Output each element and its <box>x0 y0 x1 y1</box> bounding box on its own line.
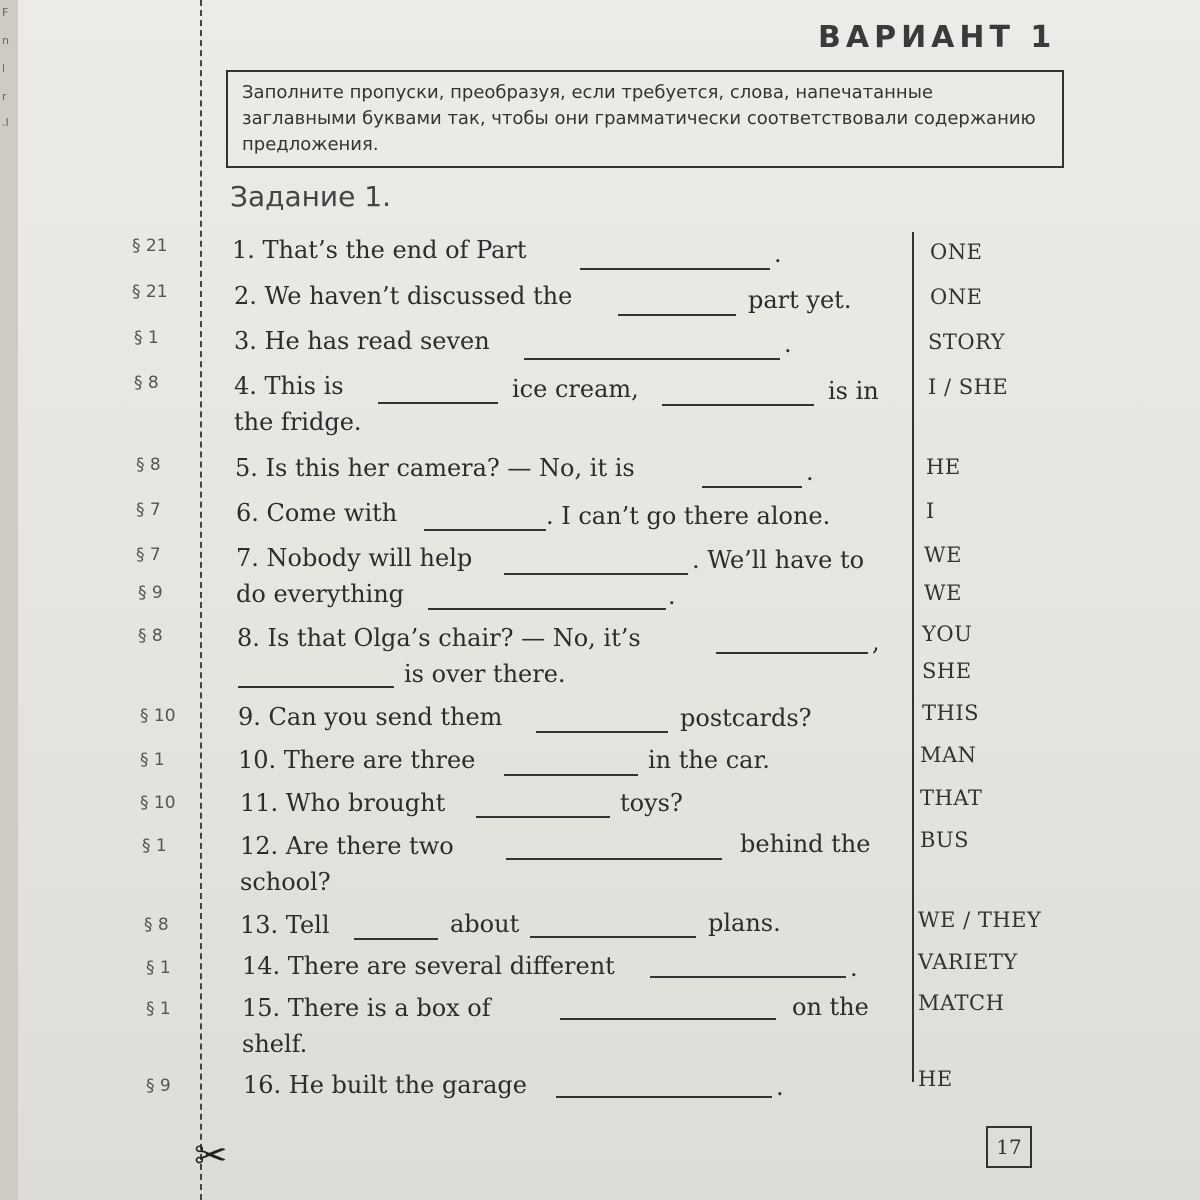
cut-line <box>200 0 202 1200</box>
paragraph-ref: § 8 <box>136 455 161 475</box>
item-14-text: 14. There are several different <box>242 952 615 980</box>
paragraph-ref: § 1 <box>134 328 159 348</box>
adjacent-page-edge: F n l r .I <box>0 0 18 1200</box>
item-6-blank[interactable] <box>424 529 546 531</box>
paragraph-ref: § 1 <box>146 958 171 978</box>
item-11-end: toys? <box>620 789 683 817</box>
item-4-blank-2[interactable] <box>662 404 814 406</box>
item-6-end: . I can’t go there alone. <box>546 502 831 530</box>
item-15-text: 15. There is a box of <box>242 994 491 1022</box>
item-7-mid: . We’ll have to <box>692 546 865 574</box>
item-4-blank-1[interactable] <box>378 402 498 404</box>
item-13-mid: about <box>450 910 520 938</box>
item-4-text: 4. This is <box>234 372 344 400</box>
scissors-icon: ✂ <box>194 1133 228 1179</box>
variant-title: ВАРИАНТ 1 <box>818 20 1057 55</box>
item-12-blank[interactable] <box>506 858 722 860</box>
column-divider <box>912 232 914 1082</box>
item-10-text: 10. There are three <box>238 746 476 774</box>
item-15-blank[interactable] <box>560 1018 776 1020</box>
source-word: YOU <box>922 622 973 646</box>
source-word: ONE <box>930 240 983 264</box>
source-word: WE <box>924 543 962 567</box>
paragraph-ref: § 9 <box>146 1076 171 1096</box>
source-word: HE <box>926 455 961 479</box>
item-15-line-2: shelf. <box>242 1030 308 1058</box>
item-8-comma: , <box>872 628 880 656</box>
item-16-blank[interactable] <box>556 1096 772 1098</box>
item-11-text: 11. Who brought <box>240 789 446 817</box>
item-2-end: part yet. <box>748 286 852 314</box>
item-1-end: . <box>774 240 782 268</box>
worksheet-page <box>18 0 1200 1200</box>
item-12-end: behind the <box>740 830 871 858</box>
source-word: THAT <box>920 786 983 810</box>
item-13-blank-2[interactable] <box>530 936 696 938</box>
item-2-text: 2. We haven’t discussed the <box>234 282 573 310</box>
item-7-end: . <box>668 582 676 610</box>
source-word: MATCH <box>918 991 1005 1015</box>
item-13-text: 13. Tell <box>240 911 330 939</box>
task-title: Задание 1. <box>230 180 391 213</box>
item-8-blank-1[interactable] <box>716 652 868 654</box>
item-4-end: is in <box>828 377 879 405</box>
paragraph-ref: § 7 <box>136 500 161 520</box>
item-4-line-2: the fridge. <box>234 408 362 436</box>
source-word: THIS <box>922 701 980 725</box>
source-word: MAN <box>920 743 977 767</box>
source-word: STORY <box>928 330 1006 354</box>
source-word: WE / THEY <box>918 908 1042 932</box>
instruction-box: Заполните пропуски, преобразуя, если требуется, слова, напечатанные заглавными буквами так, чтобы они грамматически соответствовали содержанию предложения. <box>226 70 1064 168</box>
source-word: VARIETY <box>918 950 1018 974</box>
item-6-text: 6. Come with <box>236 499 398 527</box>
paragraph-ref: § 1 <box>146 999 171 1019</box>
item-5-text: 5. Is this her camera? — No, it is <box>235 454 635 482</box>
item-12-text: 12. Are there two <box>240 832 454 860</box>
paragraph-ref: § 9 <box>138 583 163 603</box>
source-word: BUS <box>920 828 970 852</box>
paragraph-ref: § 8 <box>134 373 159 393</box>
item-13-end: plans. <box>708 909 781 937</box>
item-15-end: on the <box>792 993 869 1021</box>
item-9-end: postcards? <box>680 704 812 732</box>
item-16-text: 16. He built the garage <box>243 1071 527 1099</box>
item-11-blank[interactable] <box>476 816 610 818</box>
source-word: SHE <box>922 659 972 683</box>
paragraph-ref: § 7 <box>136 545 161 565</box>
item-1-text: 1. That’s the end of Part <box>232 236 527 264</box>
item-3-end: . <box>784 330 792 358</box>
item-10-end: in the car. <box>648 746 770 774</box>
item-8-text: 8. Is that Olga’s chair? — No, it’s <box>237 624 641 652</box>
paragraph-ref: § 21 <box>132 282 168 302</box>
item-14-blank[interactable] <box>650 976 846 978</box>
item-7-blank-1[interactable] <box>504 573 688 575</box>
paragraph-ref: § 8 <box>138 626 163 646</box>
item-5-blank[interactable] <box>702 486 802 488</box>
item-1-blank[interactable] <box>580 268 770 270</box>
item-7-text: 7. Nobody will help <box>236 544 473 572</box>
item-8-end: is over there. <box>404 660 566 688</box>
paragraph-ref: § 1 <box>142 836 167 856</box>
paragraph-ref: § 21 <box>132 236 168 256</box>
item-7-line-2: do everything <box>236 580 405 608</box>
item-14-end: . <box>850 954 858 982</box>
source-word: I <box>926 499 935 523</box>
source-word: HE <box>918 1067 953 1091</box>
item-7-blank-2[interactable] <box>428 608 666 610</box>
item-12-line-2: school? <box>240 868 331 896</box>
source-word: I / SHE <box>928 375 1009 399</box>
item-10-blank[interactable] <box>504 774 638 776</box>
item-16-end: . <box>776 1073 784 1101</box>
item-4-mid: ice cream, <box>512 375 639 403</box>
item-9-text: 9. Can you send them <box>238 703 503 731</box>
paragraph-ref: § 10 <box>140 706 176 726</box>
page-number: 17 <box>986 1126 1032 1168</box>
paragraph-ref: § 8 <box>144 915 169 935</box>
paragraph-ref: § 10 <box>140 793 176 813</box>
item-9-blank[interactable] <box>536 731 668 733</box>
item-13-blank-1[interactable] <box>354 938 438 940</box>
paragraph-ref: § 1 <box>140 750 165 770</box>
source-word: WE <box>924 581 962 605</box>
item-5-end: . <box>806 458 814 486</box>
item-3-text: 3. He has read seven <box>234 327 490 355</box>
item-8-blank-2[interactable] <box>238 686 394 688</box>
source-word: ONE <box>930 285 983 309</box>
item-3-blank[interactable] <box>524 358 780 360</box>
item-2-blank[interactable] <box>618 314 736 316</box>
